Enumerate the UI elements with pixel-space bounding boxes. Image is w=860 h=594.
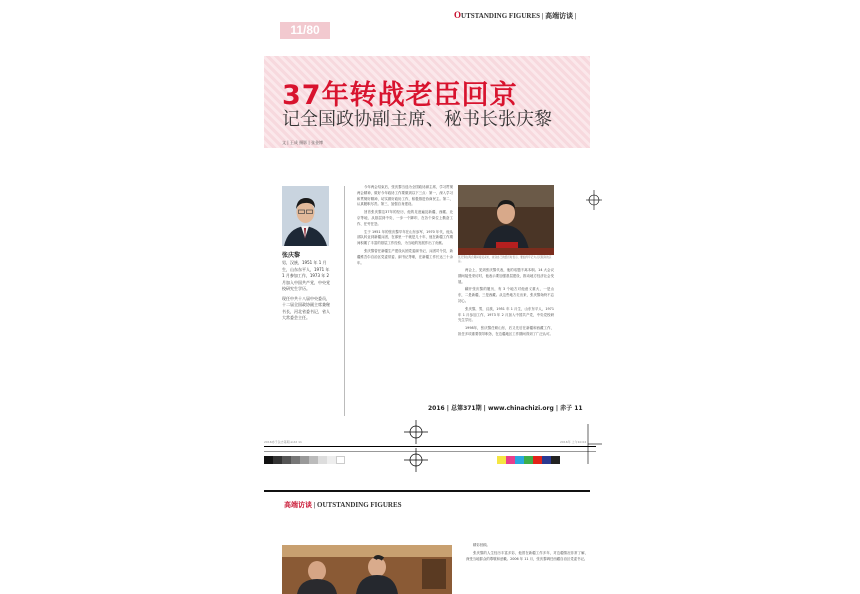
color-swatch bbox=[524, 456, 533, 464]
page-footer: 2016 | 总第371期 | www.chinachizi.org | 赤子 11 bbox=[428, 405, 583, 412]
color-swatch bbox=[515, 456, 524, 464]
color-swatch bbox=[497, 456, 506, 464]
meeting-photo bbox=[458, 185, 554, 255]
slug-right: 2016年 上午10:02 bbox=[560, 440, 587, 444]
body-column-1: 今年两会结束后，张庆黎当选为全国政协副主席，学习贯彻两会精神，做好今年政协工作要做到以下三点：第一，深入学习和贯彻好精神，切实做好政协工作，积极推进协商民主。第二，认真履职尽责。第三，加强自身建设。 回首张庆黎这37年的经历，他的足迹遍及新疆、西藏、北京等地，从基层到中央，一步一个脚印，在各个岗位上勤奋工作、任劳任怨。 生于 1951 年的张庆黎早年在山东参军，1970 年代，他从部队转业到新疆兵团，在那里一干就是几十年，他在新疆工作期间积累了丰富的基层工作经验，为当地的发展作出了贡献。 张庆黎曾任新疆生产建设兵团党委副书记、兵团司令员，新疆维吾尔自治区党委常委、副书记等职，在新疆工作长达三十余年。 bbox=[357, 185, 453, 265]
byline: 文 | 王成 摄影 | 张金博 bbox=[282, 140, 324, 145]
color-swatch bbox=[551, 456, 560, 464]
registration-mark-icon bbox=[404, 420, 428, 444]
registration-mark-icon bbox=[404, 448, 428, 472]
crop-line bbox=[264, 446, 596, 447]
group-photo bbox=[282, 545, 452, 594]
portrait-photo bbox=[282, 186, 329, 246]
lower-body-column: 精彩回顾。 张庆黎的人生经历丰富多彩，他曾在新疆工作多年，对边疆情况非常了解，深受当地群众的尊敬和爱戴。2006 年 11 月，张庆黎调任西藏自治区党委书记。 bbox=[466, 543, 588, 561]
page-top-rule bbox=[264, 490, 590, 492]
crop-line bbox=[264, 451, 596, 452]
body-column-2: 两会上，见到张庆黎代表，他的话题不离本职。14 大会议期间接受采访时，他表示要加强基层建设，推动地方经济社会发展。 翻开张庆黎的履历，有 3 个地方对他意义重大，一是山东，二是新疆，三是西藏。从这些地方走出来，张庆黎始终不忘初心。 张庆黎，男，汉族，1951 年 1 月生，山东东平人，1971 年 1 月参加工作，1973 年 2 月加入中国共产党，中央党校研究生学历。 1998年，张庆黎任职山东，后又先后在新疆和西藏工作，担任多项重要领导职务，在边疆地区工作期间得到了广泛认可。 bbox=[458, 268, 554, 336]
article-title: 37年转战老臣回京 bbox=[282, 80, 518, 111]
column-divider bbox=[344, 186, 345, 416]
color-swatch bbox=[533, 456, 542, 464]
color-swatch-strip bbox=[497, 456, 560, 464]
article-subtitle: 记全国政协副主席、秘书长张庆黎 bbox=[282, 109, 552, 130]
registration-mark-icon bbox=[586, 188, 602, 212]
person-bio: 男，汉族，1951 年 1 月生，山东东平人，1971 年 1 月参加工作，1973 年 2 月加入中国共产党，中央党校研究生学历。 现任中共十八届中央委员，十二届全国政协副主席兼秘书长，河北省委书记，省人大常委会主任。 bbox=[282, 260, 330, 320]
photo-caption: 张庆黎在两会期间接受采访，谈到自己的经历时表示，要始终牢记为人民服务的宗旨。 bbox=[458, 256, 552, 263]
grayscale-strip bbox=[264, 456, 345, 464]
page-number: 11/80 bbox=[280, 22, 330, 39]
slug-left: 2016赤子杂志第期.indd 11 bbox=[264, 440, 302, 444]
lower-running-head: 高端访谈 | OUTSTANDING FIGURES bbox=[284, 501, 402, 509]
color-swatch bbox=[542, 456, 551, 464]
color-swatch bbox=[506, 456, 515, 464]
person-name: 张庆黎 bbox=[282, 252, 301, 259]
running-head: OUTSTANDING FIGURES | 高端访谈 | bbox=[454, 10, 577, 20]
crop-mark-icon bbox=[586, 424, 602, 464]
